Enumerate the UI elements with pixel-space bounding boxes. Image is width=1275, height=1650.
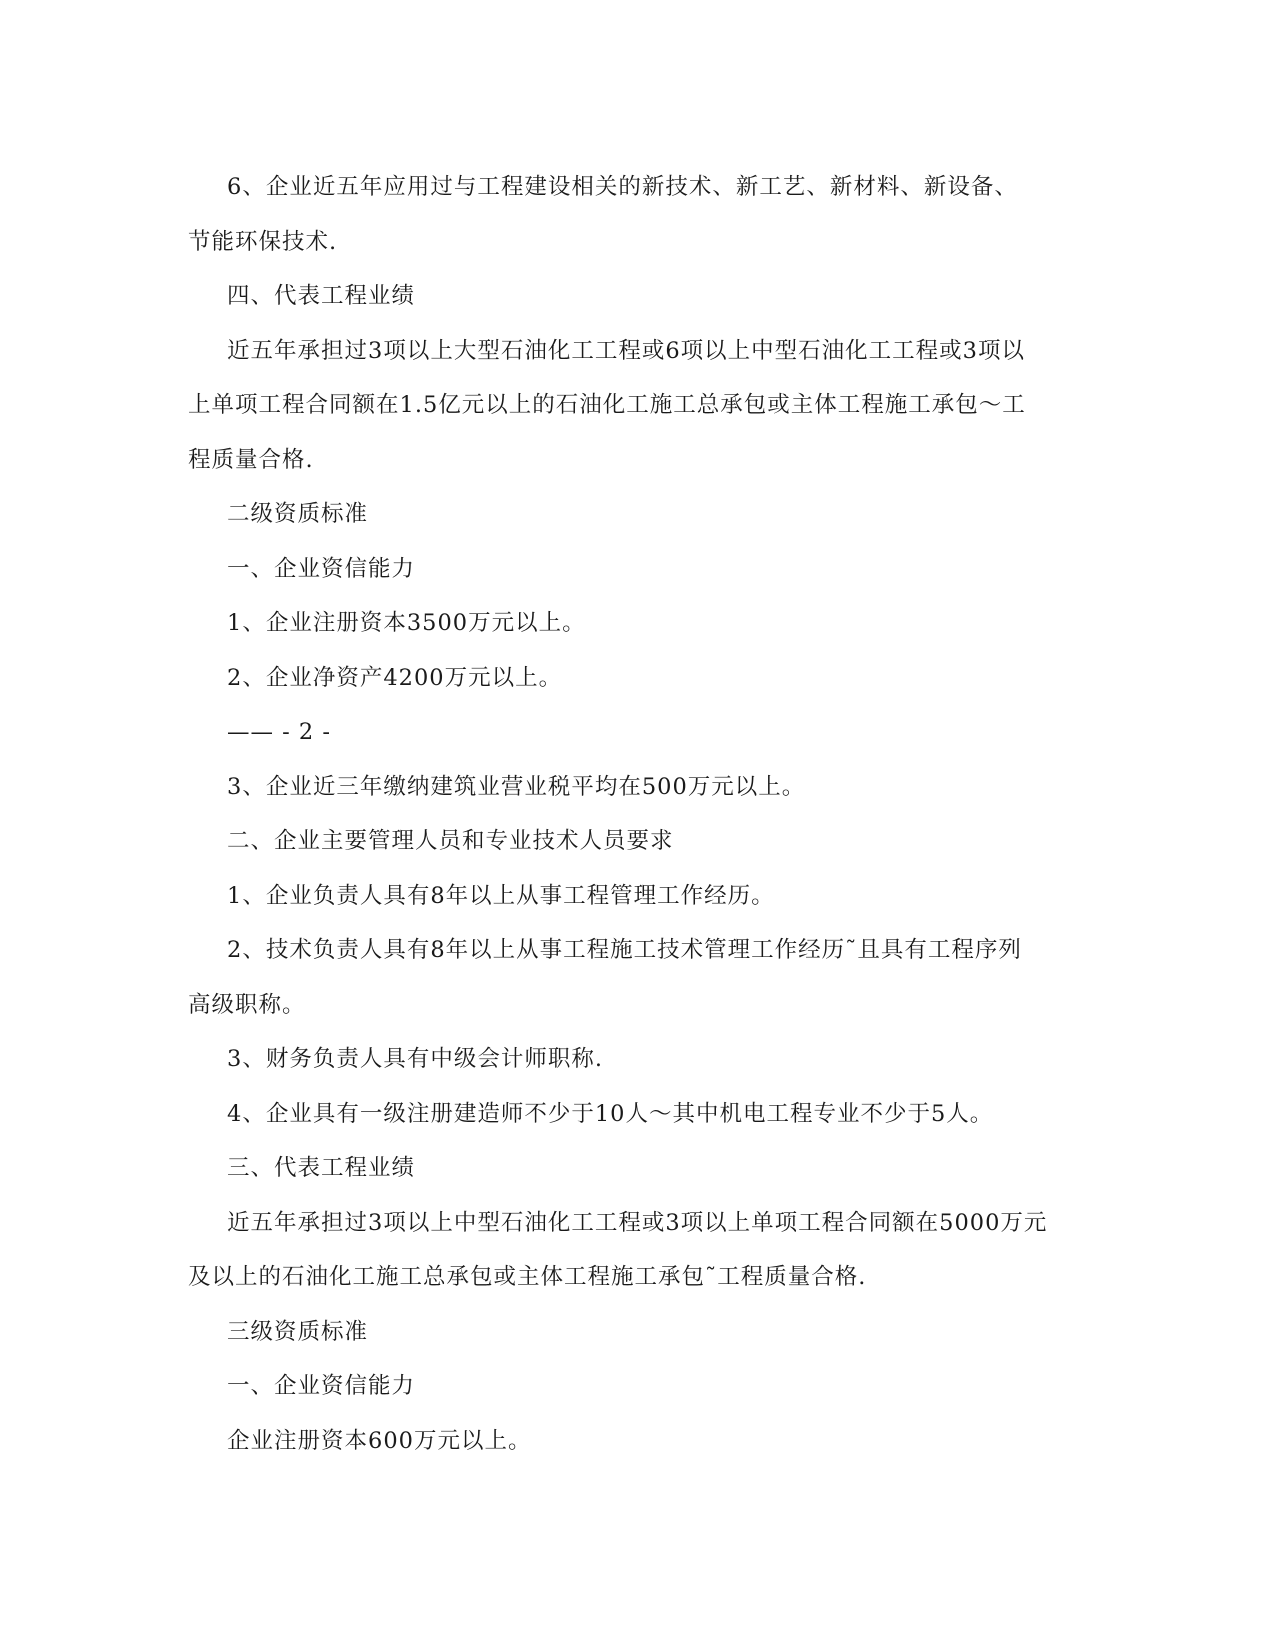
paragraph-line: 节能环保技术.: [188, 228, 338, 255]
paragraph-line: 程质量合格.: [188, 446, 314, 473]
paragraph-line: 高级职称。: [188, 991, 306, 1018]
paragraph-line: 及以上的石油化工施工总承包或主体工程施工承包˜工程质量合格.: [188, 1264, 867, 1290]
paragraph-line: 企业注册资本600万元以上。: [227, 1427, 532, 1454]
list-item: 2、技术负责人具有8年以上从事工程施工技术管理工作经历˜且具有工程序列: [227, 937, 1022, 963]
section-heading: 三级资质标准: [227, 1318, 369, 1345]
list-item: 2、企业净资产4200万元以上。: [227, 664, 563, 691]
paragraph-line: 近五年承担过3项以上大型石油化工工程或6项以上中型石油化工工程或3项以: [227, 337, 1025, 364]
list-item: 3、财务负责人具有中级会计师职称.: [227, 1046, 603, 1072]
section-heading: 一、企业资信能力: [227, 555, 416, 582]
list-item: 1、企业注册资本3500万元以上。: [227, 610, 586, 636]
section-heading: 三、代表工程业绩: [227, 1155, 416, 1181]
section-heading: 一、企业资信能力: [227, 1373, 416, 1399]
list-item: 1、企业负责人具有8年以上从事工程管理工作经历。: [227, 882, 775, 909]
paragraph-line: 上单项工程合同额在1.5亿元以上的石油化工施工总承包或主体工程施工承包～工: [188, 392, 1026, 418]
paragraph-line: 6、企业近五年应用过与工程建设相关的新技术、新工艺、新材料、新设备、: [227, 174, 1018, 200]
section-heading: 四、代表工程业绩: [227, 283, 416, 309]
section-heading: 二、企业主要管理人员和专业技术人员要求: [227, 828, 674, 854]
list-item: 3、企业近三年缴纳建筑业营业税平均在500万元以上。: [227, 773, 806, 800]
paragraph-line: 近五年承担过3项以上中型石油化工工程或3项以上单项工程合同额在5000万元: [227, 1209, 1048, 1236]
page-number-marker: —— - 2 -: [227, 719, 331, 745]
list-item: 4、企业具有一级注册建造师不少于10人～其中机电工程专业不少于5人。: [227, 1100, 994, 1127]
section-heading: 二级资质标准: [227, 501, 369, 527]
document-body: [188, 160, 1068, 1468]
